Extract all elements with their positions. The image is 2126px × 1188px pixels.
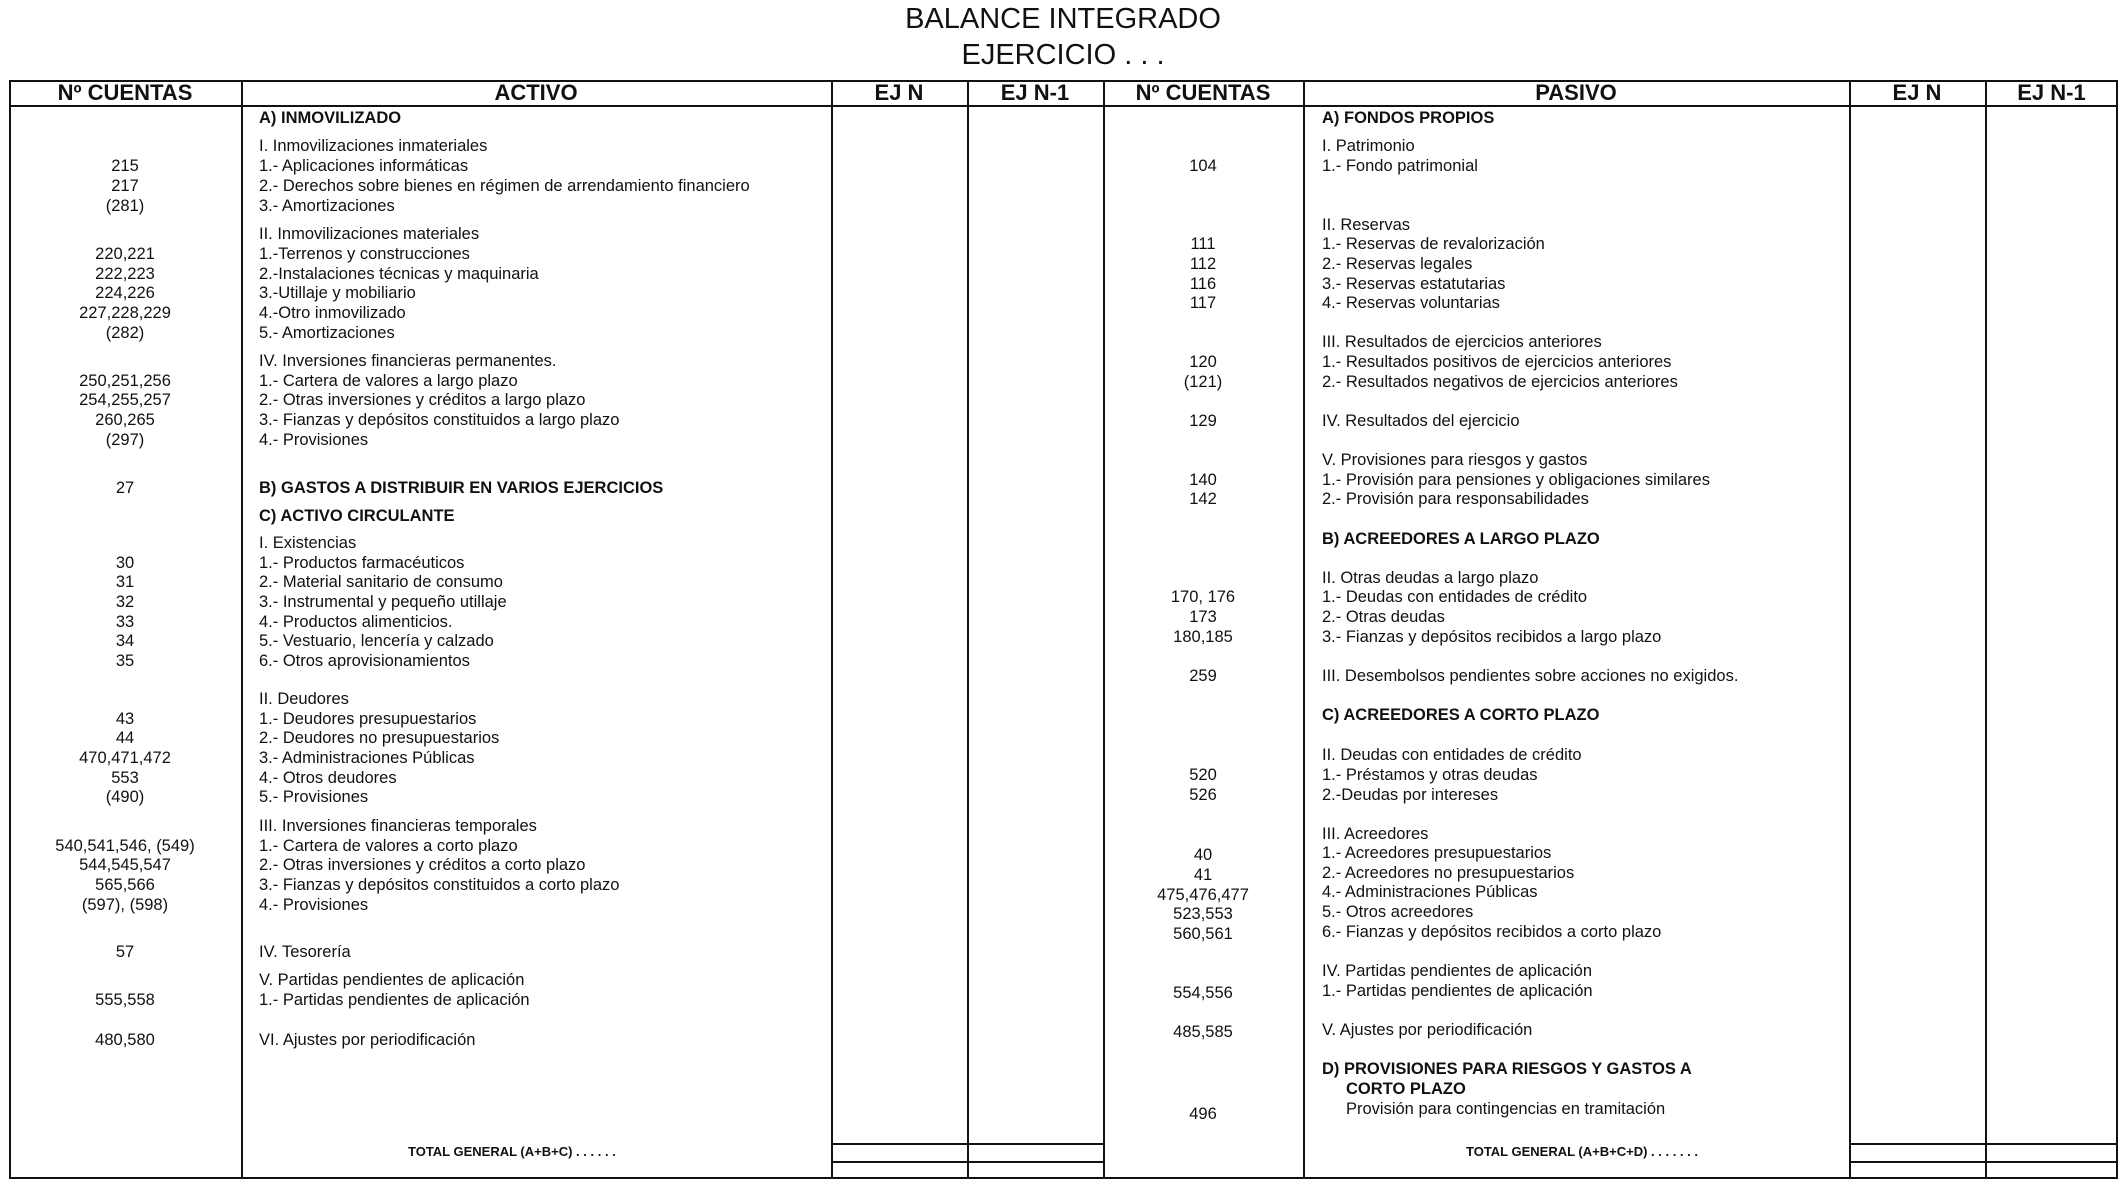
pasivo-row-label: D) PROVISIONES PARA RIESGOS Y GASTOS A [1322, 1060, 1692, 1078]
activo-cuenta: (281) [105, 197, 145, 215]
column-divider [831, 80, 833, 1179]
header-ej-n-activo: EJ N [874, 80, 924, 105]
pasivo-row-label: III. Acreedores [1322, 825, 1429, 843]
pasivo-cuenta: 112 [1189, 255, 1217, 273]
column-divider [967, 80, 969, 1179]
pasivo-row-label: B) ACREEDORES A LARGO PLAZO [1322, 530, 1600, 548]
activo-cuenta: 260,265 [95, 411, 155, 429]
header-cuentas-activo: Nº CUENTAS [57, 80, 193, 105]
activo-cuenta: 43 [115, 710, 135, 728]
pasivo-row-label: 2.- Reservas legales [1322, 255, 1473, 273]
pasivo-cuenta: 475,476,477 [1157, 886, 1249, 904]
pasivo-cuenta: 170, 176 [1170, 588, 1236, 606]
activo-row-label: 3.- Administraciones Públicas [259, 749, 475, 767]
activo-row-label: 1.- Productos farmacéuticos [259, 554, 465, 572]
activo-cuenta: 250,251,256 [79, 372, 171, 390]
pasivo-row-label: III. Resultados de ejercicios anteriores [1322, 333, 1602, 351]
activo-row-label: II. Deudores [259, 690, 349, 708]
activo-cuenta: 215 [111, 157, 139, 175]
activo-cuenta: 217 [111, 177, 139, 195]
pasivo-row-label: V. Ajustes por periodificación [1322, 1021, 1533, 1039]
activo-row-label: 3.- Fianzas y depósitos constituidos a largo plazo [259, 411, 620, 429]
activo-row-label: 1.- Cartera de valores a corto plazo [259, 837, 518, 855]
pasivo-row-label: 4.- Reservas voluntarias [1322, 294, 1500, 312]
pasivo-cuenta: 520 [1189, 766, 1217, 784]
pasivo-cuenta: 180,185 [1173, 628, 1233, 646]
activo-row-label: 4.- Otros deudores [259, 769, 397, 787]
pasivo-row-label: A) FONDOS PROPIOS [1322, 109, 1495, 127]
pasivo-row-label: 1.- Acreedores presupuestarios [1322, 844, 1552, 862]
activo-row-label: C) ACTIVO CIRCULANTE [259, 507, 455, 525]
pasivo-cuenta: 142 [1189, 490, 1217, 508]
total-line [831, 1161, 1103, 1163]
pasivo-row-label: 1.- Provisión para pensiones y obligaciones similares [1322, 471, 1710, 489]
activo-row-label: 1.- Partidas pendientes de aplicación [259, 991, 530, 1009]
activo-cuenta: 227,228,229 [79, 304, 171, 322]
activo-cuenta: 222,223 [95, 265, 155, 283]
activo-cuenta: 254,255,257 [79, 391, 171, 409]
pasivo-row-label: 1.- Deudas con entidades de crédito [1322, 588, 1588, 606]
page-subtitle: EJERCICIO . . . [961, 39, 1165, 71]
total-general-activo: TOTAL GENERAL (A+B+C) . . . . . . [408, 1144, 616, 1159]
pasivo-row-label: 2.- Otras deudas [1322, 608, 1445, 626]
pasivo-row-label: 4.- Administraciones Públicas [1322, 883, 1538, 901]
activo-cuenta: 224,226 [95, 284, 155, 302]
activo-cuenta: 27 [115, 479, 135, 497]
pasivo-row-label: IV. Partidas pendientes de aplicación [1322, 962, 1592, 980]
pasivo-cuenta: 523,553 [1173, 905, 1233, 923]
activo-row-label: VI. Ajustes por periodificación [259, 1031, 476, 1049]
activo-row-label: 2.- Otras inversiones y créditos a corto plazo [259, 856, 586, 874]
activo-cuenta: 540,541,546, (549) [55, 837, 195, 855]
activo-row-label: 1.- Cartera de valores a largo plazo [259, 372, 518, 390]
activo-row-label: 2.- Otras inversiones y créditos a largo plazo [259, 391, 586, 409]
activo-cuenta: 33 [115, 613, 135, 631]
pasivo-row-label: 5.- Otros acreedores [1322, 903, 1474, 921]
pasivo-cuenta: 554,556 [1173, 984, 1233, 1002]
pasivo-row-label: III. Desembolsos pendientes sobre acciones no exigidos. [1322, 667, 1739, 685]
activo-cuenta: 220,221 [95, 245, 155, 263]
activo-cuenta: (282) [105, 324, 145, 342]
total-line [1849, 1161, 2118, 1163]
activo-row-label: I. Existencias [259, 534, 357, 552]
activo-row-label: 5.- Vestuario, lencería y calzado [259, 632, 494, 650]
activo-cuenta: 31 [115, 573, 135, 591]
pasivo-cuenta: 560,561 [1173, 925, 1233, 943]
pasivo-row-label: 1.- Fondo patrimonial [1322, 157, 1478, 175]
pasivo-cuenta: 496 [1189, 1105, 1217, 1123]
activo-cuenta: (490) [105, 788, 145, 806]
activo-cuenta: 30 [115, 554, 135, 572]
activo-row-label: III. Inversiones financieras temporales [259, 817, 537, 835]
column-divider [241, 80, 243, 1179]
pasivo-cuenta: 40 [1193, 846, 1213, 864]
activo-cuenta: 470,471,472 [79, 749, 171, 767]
column-divider [1303, 80, 1305, 1179]
pasivo-cuenta: 485,585 [1173, 1023, 1233, 1041]
header-ej-n1-pasivo: EJ N-1 [2017, 80, 2086, 105]
pasivo-row-label: C) ACREEDORES A CORTO PLAZO [1322, 706, 1600, 724]
pasivo-row-label: 1.- Reservas de revalorización [1322, 235, 1545, 253]
activo-cuenta: (597), (598) [81, 896, 169, 914]
pasivo-cuenta: 526 [1189, 786, 1217, 804]
activo-row-label: 1.- Deudores presupuestarios [259, 710, 477, 728]
pasivo-row-label: II. Reservas [1322, 216, 1411, 234]
pasivo-cuenta: 104 [1189, 157, 1217, 175]
pasivo-row-label: 2.- Provisión para responsabilidades [1322, 490, 1589, 508]
pasivo-row-label: 1.- Préstamos y otras deudas [1322, 766, 1538, 784]
column-divider [1985, 80, 1987, 1179]
activo-row-label: 3.- Fianzas y depósitos constituidos a corto plazo [259, 876, 620, 894]
activo-row-label: 1.-Terrenos y construcciones [259, 245, 470, 263]
column-divider [1849, 80, 1851, 1179]
activo-row-label: 1.- Aplicaciones informáticas [259, 157, 469, 175]
header-pasivo: PASIVO [1535, 80, 1617, 105]
pasivo-cuenta: 173 [1189, 608, 1217, 626]
pasivo-cuenta: (121) [1183, 373, 1223, 391]
activo-row-label: B) GASTOS A DISTRIBUIR EN VARIOS EJERCICIOS [259, 479, 664, 497]
pasivo-row-label: 2.- Acreedores no presupuestarios [1322, 864, 1575, 882]
activo-cuenta: 57 [115, 943, 135, 961]
pasivo-cuenta: 129 [1189, 412, 1217, 430]
activo-row-label: 3.- Instrumental y pequeño utillaje [259, 593, 507, 611]
pasivo-row-label: CORTO PLAZO [1346, 1080, 1466, 1098]
total-general-pasivo: TOTAL GENERAL (A+B+C+D) . . . . . . . [1466, 1144, 1698, 1159]
activo-row-label: 3.-Utillaje y mobiliario [259, 284, 416, 302]
activo-cuenta: 44 [115, 729, 135, 747]
pasivo-row-label: 6.- Fianzas y depósitos recibidos a corto plazo [1322, 923, 1662, 941]
activo-row-label: 4.- Provisiones [259, 896, 369, 914]
activo-row-label: V. Partidas pendientes de aplicación [259, 971, 525, 989]
pasivo-cuenta: 116 [1189, 275, 1217, 293]
activo-cuenta: 32 [115, 593, 135, 611]
pasivo-row-label: 2.- Resultados negativos de ejercicios anteriores [1322, 373, 1678, 391]
pasivo-row-label: II. Deudas con entidades de crédito [1322, 746, 1582, 764]
pasivo-cuenta: 117 [1189, 294, 1217, 312]
pasivo-row-label: I. Patrimonio [1322, 137, 1415, 155]
activo-row-label: 3.- Amortizaciones [259, 197, 395, 215]
activo-cuenta: 553 [111, 769, 139, 787]
activo-row-label: 6.- Otros aprovisionamientos [259, 652, 470, 670]
activo-cuenta: 34 [115, 632, 135, 650]
pasivo-row-label: 2.-Deudas por intereses [1322, 786, 1499, 804]
activo-row-label: 2.- Derechos sobre bienes en régimen de arrendamiento financiero [259, 177, 750, 195]
pasivo-row-label: IV. Resultados del ejercicio [1322, 412, 1520, 430]
activo-cuenta: 544,545,547 [79, 856, 171, 874]
total-line [831, 1143, 1103, 1145]
activo-row-label: I. Inmovilizaciones inmateriales [259, 137, 488, 155]
pasivo-cuenta: 120 [1189, 353, 1217, 371]
page-title: BALANCE INTEGRADO [905, 3, 1221, 35]
pasivo-row-label: Provisión para contingencias en tramitación [1346, 1100, 1666, 1118]
header-ej-n-pasivo: EJ N [1892, 80, 1942, 105]
activo-row-label: 4.- Productos alimenticios. [259, 613, 453, 631]
activo-cuenta: 555,558 [95, 991, 155, 1009]
activo-row-label: II. Inmovilizaciones materiales [259, 225, 480, 243]
pasivo-row-label: 3.- Fianzas y depósitos recibidos a largo plazo [1322, 628, 1662, 646]
pasivo-row-label: II. Otras deudas a largo plazo [1322, 569, 1539, 587]
pasivo-row-label: 1.- Resultados positivos de ejercicios anteriores [1322, 353, 1672, 371]
header-ej-n1-activo: EJ N-1 [1000, 80, 1070, 105]
pasivo-cuenta: 140 [1189, 471, 1217, 489]
pasivo-cuenta: 41 [1193, 866, 1213, 884]
activo-row-label: 5.- Amortizaciones [259, 324, 395, 342]
activo-row-label: IV. Tesorería [259, 943, 351, 961]
pasivo-cuenta: 111 [1190, 235, 1216, 253]
pasivo-cuenta: 259 [1189, 667, 1217, 685]
header-activo: ACTIVO [494, 80, 578, 105]
pasivo-row-label: V. Provisiones para riesgos y gastos [1322, 451, 1588, 469]
total-line [1849, 1143, 2118, 1145]
activo-row-label: 5.- Provisiones [259, 788, 369, 806]
activo-cuenta: (297) [105, 431, 145, 449]
activo-cuenta: 480,580 [95, 1031, 155, 1049]
activo-row-label: 2.- Deudores no presupuestarios [259, 729, 500, 747]
activo-row-label: 4.- Provisiones [259, 431, 369, 449]
pasivo-row-label: 3.- Reservas estatutarias [1322, 275, 1506, 293]
header-cuentas-pasivo: Nº CUENTAS [1135, 80, 1271, 105]
activo-row-label: 2.- Material sanitario de consumo [259, 573, 503, 591]
activo-row-label: 2.-Instalaciones técnicas y maquinaria [259, 265, 539, 283]
activo-cuenta: 565,566 [95, 876, 155, 894]
pasivo-row-label: 1.- Partidas pendientes de aplicación [1322, 982, 1593, 1000]
activo-row-label: IV. Inversiones financieras permanentes. [259, 352, 557, 370]
activo-row-label: 4.-Otro inmovilizado [259, 304, 406, 322]
activo-cuenta: 35 [115, 652, 135, 670]
activo-row-label: A) INMOVILIZADO [259, 109, 402, 127]
